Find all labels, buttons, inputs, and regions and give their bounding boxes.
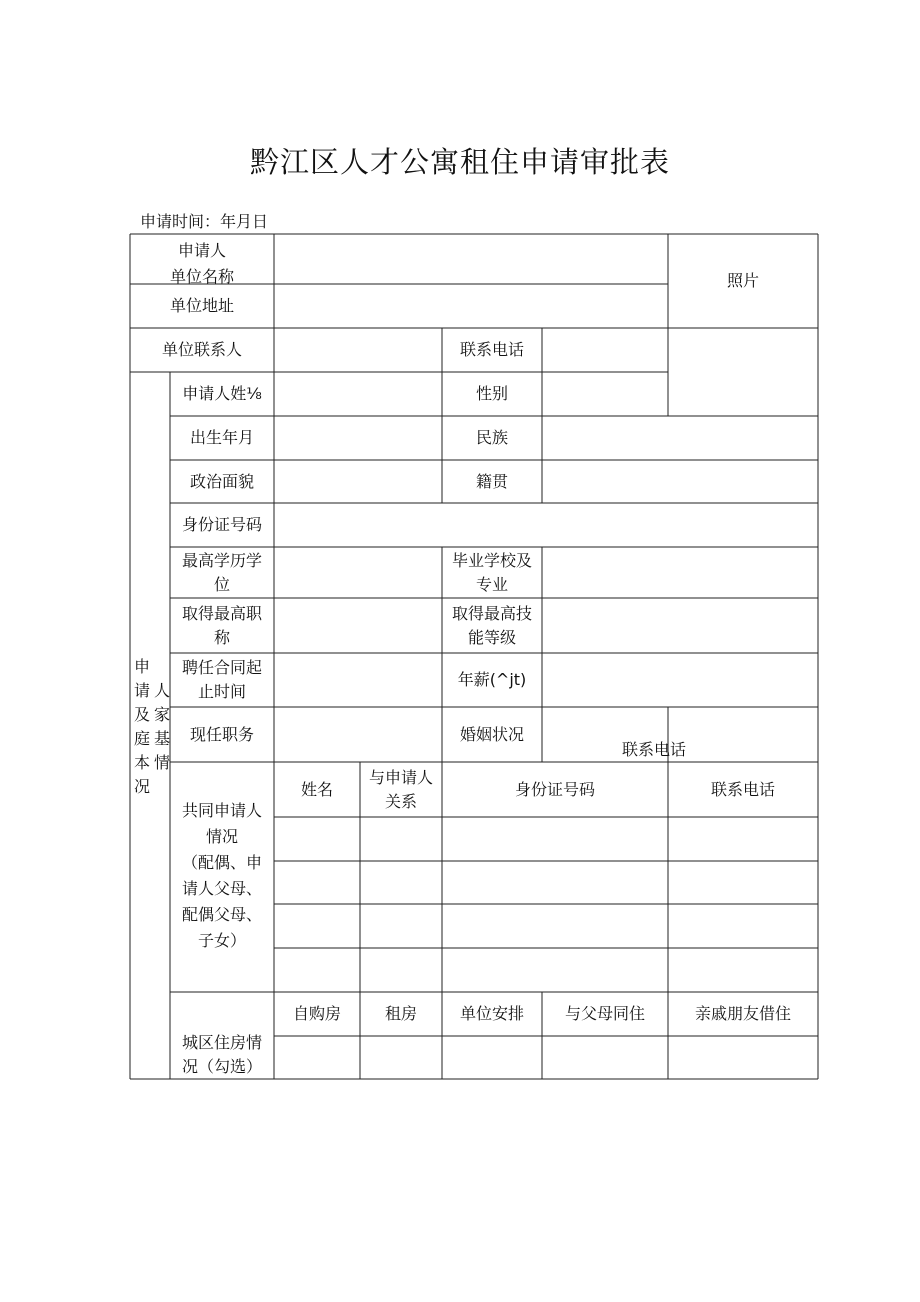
section-char: 家: [153, 705, 170, 724]
housing-label-line1: 城区住房情: [181, 1033, 262, 1052]
co-header-relation-line2: 关系: [384, 791, 417, 811]
co-row-1-relation[interactable]: [360, 817, 442, 861]
highest-skill-line2: 能等级: [467, 627, 516, 647]
contract-period-field[interactable]: [274, 653, 442, 707]
co-header-phone: 联系电话: [710, 779, 775, 799]
section-label-column-1: [131, 655, 153, 799]
id-number-label: 身份证号码: [181, 515, 262, 534]
highest-title-line1: 取得最高职: [181, 603, 262, 623]
housing-check-self-purchased[interactable]: [274, 1036, 360, 1079]
annual-salary-label: 年薪(^jt): [457, 670, 527, 689]
application-time: 申请时间：年月日: [140, 212, 269, 231]
section-char: 及: [133, 705, 150, 724]
section-char: 况: [133, 777, 150, 796]
highest-degree-label: [170, 547, 274, 598]
contract-period-line1: 聘任合同起: [181, 658, 262, 677]
housing-check-unit-arranged[interactable]: [442, 1036, 542, 1079]
unit-address-field[interactable]: [274, 284, 668, 328]
gender-label: 性别: [475, 384, 508, 403]
graduate-school-label: [442, 547, 542, 598]
co-header-id: 身份证号码: [514, 779, 595, 799]
co-applicants-line: 共同申请人: [181, 801, 262, 820]
highest-degree-line2: 位: [213, 574, 230, 594]
applicant-name-field[interactable]: [274, 372, 442, 416]
co-header-name: 姓名: [300, 779, 333, 799]
applicant-unit-name-line2: 单位名称: [169, 267, 234, 284]
marital-contact-phone-field[interactable]: [668, 707, 818, 762]
contact-phone-field[interactable]: [542, 328, 668, 372]
unit-contact-label: 单位联系人: [161, 340, 242, 359]
co-row-2-id[interactable]: [442, 861, 668, 904]
applicant-unit-name-label: [130, 234, 274, 284]
co-header-relation-line1: 与申请人: [368, 767, 433, 787]
co-row-1-phone[interactable]: [668, 817, 818, 861]
co-row-4-relation[interactable]: [360, 948, 442, 992]
co-applicants-line: 请人父母、: [181, 879, 262, 898]
political-status-field[interactable]: [274, 460, 442, 503]
applicant-name-label: 申请人姓⅛: [182, 384, 262, 403]
marital-contact-phone-label: 联系电话: [621, 740, 686, 759]
co-row-1-id[interactable]: [442, 817, 668, 861]
section-char: 基: [153, 729, 170, 748]
native-place-label: 籍贯: [475, 471, 508, 491]
graduate-school-line2: 专业: [475, 574, 508, 594]
co-applicants-line: （配偶、申: [181, 853, 262, 872]
section-char: 本: [133, 753, 150, 772]
annual-salary-field[interactable]: [542, 653, 818, 707]
id-number-field[interactable]: [274, 503, 818, 547]
housing-option-relatives: 亲戚朋友借住: [694, 1004, 791, 1023]
co-row-2-relation[interactable]: [360, 861, 442, 904]
co-row-2-name[interactable]: [274, 861, 360, 904]
highest-degree-line1: 最高学历学: [181, 550, 262, 570]
housing-option-rented: 租房: [384, 1004, 417, 1023]
birth-date-label: 出生年月: [189, 428, 254, 447]
ethnicity-label: 民族: [475, 428, 508, 447]
unit-contact-field[interactable]: [274, 328, 442, 372]
co-row-3-relation[interactable]: [360, 904, 442, 948]
housing-check-relatives[interactable]: [668, 1036, 818, 1079]
co-applicants-line: 配偶父母、: [181, 905, 262, 924]
co-applicants-line: 子女）: [197, 931, 246, 950]
highest-title-line2: 称: [213, 627, 230, 647]
highest-title-field[interactable]: [274, 598, 442, 653]
graduate-school-line1: 毕业学校及: [451, 550, 532, 570]
co-row-3-phone[interactable]: [668, 904, 818, 948]
section-char: 请: [133, 681, 150, 700]
section-char: 庭: [133, 729, 150, 748]
applicant-unit-name-line1: 申请人: [177, 241, 226, 260]
co-row-1-name[interactable]: [274, 817, 360, 861]
applicant-unit-name-field[interactable]: [274, 234, 668, 284]
co-row-4-phone[interactable]: [668, 948, 818, 992]
highest-skill-label: [442, 598, 542, 653]
highest-skill-field[interactable]: [542, 598, 818, 653]
photo-label: 照片: [726, 271, 759, 290]
section-char: 情: [153, 753, 170, 772]
co-header-relation: [360, 762, 442, 817]
housing-label-line2: 况（勾选）: [181, 1057, 262, 1076]
graduate-school-field[interactable]: [542, 547, 818, 598]
housing-option-unit-arranged: 单位安排: [459, 1004, 524, 1023]
co-applicants-line: 情况: [205, 827, 238, 846]
current-position-field[interactable]: [274, 707, 442, 762]
co-row-2-phone[interactable]: [668, 861, 818, 904]
native-place-field[interactable]: [542, 460, 818, 503]
section-char: 申: [133, 657, 150, 676]
contract-period-label: [170, 653, 274, 707]
housing-label: [170, 1030, 274, 1080]
housing-option-self-purchased: 自购房: [292, 1004, 341, 1023]
marital-status-label: 婚姻状况: [459, 724, 524, 744]
ethnicity-field[interactable]: [542, 416, 818, 460]
housing-check-with-parents[interactable]: [542, 1036, 668, 1079]
section-char: 人: [153, 681, 170, 700]
housing-check-rented[interactable]: [360, 1036, 442, 1079]
political-status-label: 政治面貌: [189, 471, 254, 491]
unit-address-label: 单位地址: [169, 296, 234, 315]
co-applicants-label: [170, 799, 274, 959]
gender-field[interactable]: [542, 372, 668, 416]
page-title: 黔江区人才公寓租住申请审批表: [249, 145, 670, 179]
co-row-3-name[interactable]: [274, 904, 360, 948]
co-row-3-id[interactable]: [442, 904, 668, 948]
highest-skill-line1: 取得最高技: [451, 603, 532, 623]
current-position-label: 现任职务: [189, 724, 254, 744]
birth-date-field[interactable]: [274, 416, 442, 460]
co-row-4-name[interactable]: [274, 948, 360, 992]
contact-phone-label: 联系电话: [459, 340, 524, 359]
contract-period-line2: 止时间: [197, 682, 246, 701]
highest-title-label: [170, 598, 274, 653]
highest-degree-field[interactable]: [274, 547, 442, 598]
housing-option-with-parents: 与父母同住: [564, 1004, 645, 1023]
co-row-4-id[interactable]: [442, 948, 668, 992]
